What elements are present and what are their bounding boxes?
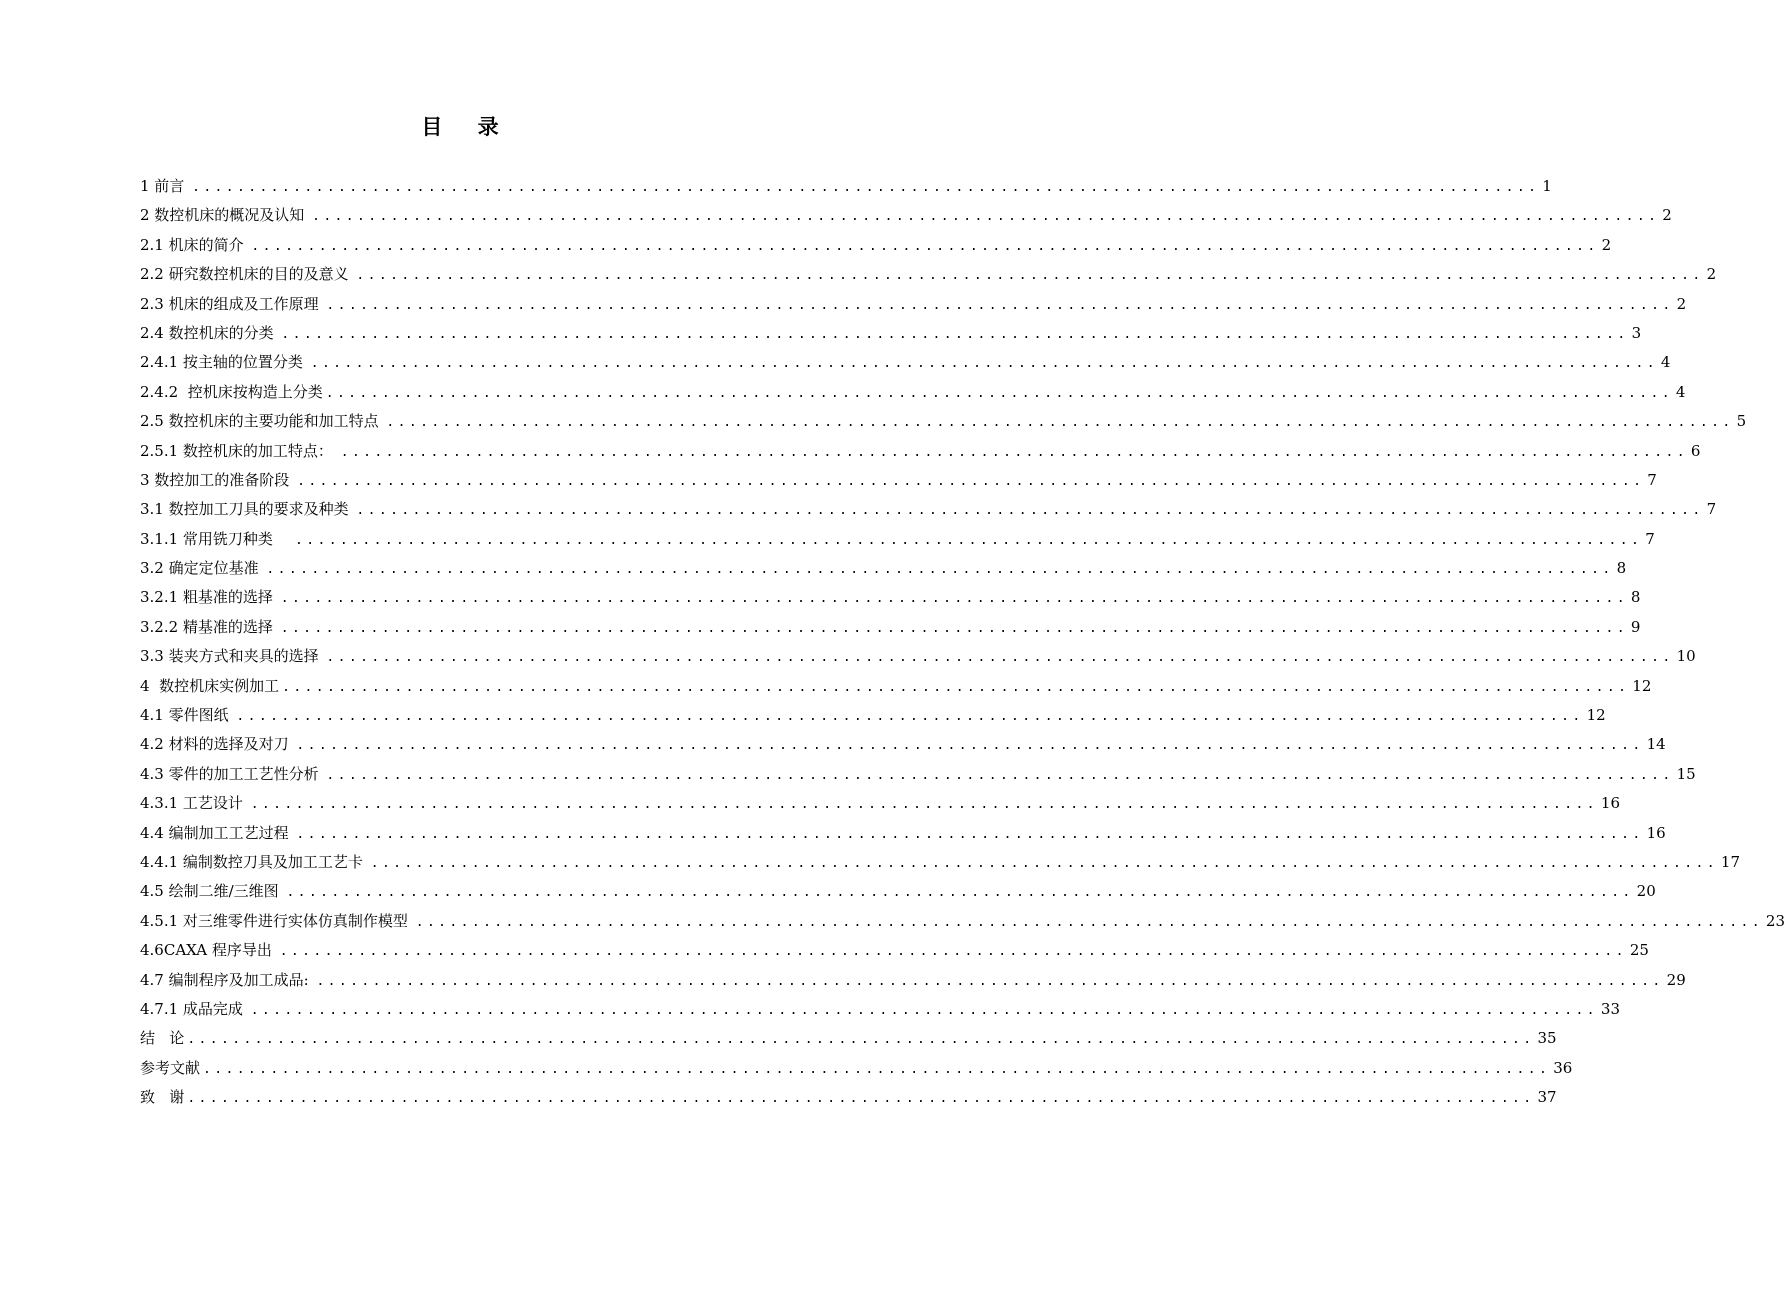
toc-entry-page-number: 20	[1636, 882, 1656, 901]
toc-dot-leader: ........................................................................................................................	[279, 944, 1627, 960]
toc-dot-leader: ........................................................................................................................	[316, 973, 1664, 989]
toc-entry-page-number: 16	[1600, 794, 1620, 813]
toc-entry[interactable]	[140, 466, 1657, 495]
toc-entry-label: 4.5.1 对三维零件进行实体仿真制作模型	[140, 911, 413, 930]
toc-dot-leader: ........................................................................................................................	[203, 1061, 1551, 1077]
toc-dot-leader: ........................................................................................................................	[187, 1032, 1535, 1048]
toc-dot-leader: ........................................................................................................................	[250, 1002, 1598, 1018]
toc-entry-page-number: 1	[1542, 177, 1552, 195]
toc-entry-page-number: 7	[1647, 470, 1657, 489]
toc-entry-page-number: 2	[1706, 265, 1717, 284]
toc-dot-leader: ........................................................................................................................	[297, 473, 1645, 489]
toc-dot-leader: ........................................................................................................................	[310, 356, 1658, 372]
toc-entry-page-number: 5	[1736, 412, 1747, 431]
toc-entry-label: 2.3 机床的组成及工作原理	[140, 294, 324, 313]
toc-entry-label: 4.7 编制程序及加工成品:	[140, 970, 314, 989]
toc-entry-label: 4.7.1 成品完成	[140, 999, 248, 1018]
toc-entry-page-number: 36	[1553, 1058, 1573, 1077]
toc-entry-page-number: 10	[1676, 647, 1696, 666]
toc-dot-leader: ........................................................................................................................	[250, 797, 1598, 813]
toc-entry-page-number: 9	[1630, 617, 1641, 636]
toc-entry-label: 4 数控机床实例加工	[140, 676, 280, 695]
toc-entry-page-number: 7	[1706, 500, 1717, 519]
toc-entry[interactable]	[140, 495, 1717, 524]
toc-entry-label: 4.3.1 工艺设计	[140, 794, 248, 813]
toc-entry[interactable]	[140, 642, 1696, 671]
toc-entry[interactable]	[140, 877, 1656, 906]
toc-entry-label: 3.2 确定定位基准	[140, 559, 264, 578]
toc-entry[interactable]	[140, 319, 1642, 348]
toc-dot-leader: ........................................................................................................................	[266, 562, 1614, 578]
toc-entry[interactable]	[140, 907, 1785, 936]
toc-entry-page-number: 2	[1676, 294, 1687, 313]
toc-entry[interactable]	[140, 1054, 1573, 1083]
toc-entry-label: 4.4.1 编制数控刀具及加工工艺卡	[140, 852, 368, 871]
toc-entry[interactable]	[140, 554, 1627, 583]
toc-dot-leader: ........................................................................................................................	[356, 268, 1704, 284]
toc-entry-label: 2.2 研究数控机床的目的及意义	[140, 265, 354, 284]
toc-dot-leader: ........................................................................................................................	[326, 650, 1674, 666]
toc-dot-leader: ........................................................................................................................	[192, 180, 1540, 195]
toc-entry-label: 2.4.1 按主轴的位置分类	[140, 353, 308, 372]
toc-entry-page-number: 4	[1675, 382, 1686, 401]
toc-entry-page-number: 25	[1629, 941, 1649, 960]
toc-entry[interactable]	[140, 789, 1620, 818]
toc-dot-leader: ........................................................................................................................	[286, 885, 1634, 901]
toc-entry-page-number: 2	[1601, 235, 1612, 254]
toc-entry-page-number: 37	[1537, 1088, 1557, 1107]
toc-entry[interactable]	[140, 525, 1655, 554]
toc-entry-label: 3.2.1 粗基准的选择	[140, 588, 278, 607]
table-of-contents	[140, 172, 1785, 1113]
toc-dot-leader: ........................................................................................................................	[280, 620, 1628, 636]
toc-entry-label: 2.1 机床的简介	[140, 235, 249, 254]
toc-entry[interactable]	[140, 201, 1672, 230]
toc-dot-leader: ........................................................................................................................	[312, 209, 1660, 225]
toc-entry[interactable]	[140, 701, 1606, 730]
toc-dot-leader: ........................................................................................................................	[326, 297, 1674, 313]
toc-entry[interactable]	[140, 583, 1641, 612]
toc-entry-label: 4.4 编制加工工艺过程	[140, 823, 294, 842]
toc-entry-page-number: 6	[1690, 441, 1701, 460]
toc-dot-leader: ........................................................................................................................	[356, 503, 1704, 519]
toc-dot-leader: ........................................................................................................................	[281, 326, 1629, 342]
toc-entry[interactable]	[140, 1083, 1557, 1112]
toc-entry-label: 3 数控加工的准备阶段	[140, 470, 295, 489]
toc-entry-label: 4.3 零件的加工工艺性分析	[140, 764, 324, 783]
toc-entry[interactable]	[140, 995, 1620, 1024]
toc-entry-page-number: 16	[1646, 823, 1666, 842]
toc-entry-label: 2.4.2 控机床按构造上分类	[140, 382, 323, 401]
toc-entry-label: 4.1 零件图纸	[140, 706, 234, 725]
toc-entry[interactable]	[140, 1024, 1557, 1053]
toc-entry-page-number: 23	[1765, 911, 1785, 930]
toc-entry[interactable]	[140, 437, 1701, 466]
toc-entry-page-number: 14	[1646, 735, 1666, 754]
toc-entry-label: 4.2 材料的选择及对刀	[140, 735, 294, 754]
toc-entry-label: 3.2.2 精基准的选择	[140, 617, 278, 636]
toc-dot-leader: ........................................................................................................................	[325, 385, 1673, 401]
toc-entry[interactable]	[140, 966, 1686, 995]
toc-entry-page-number: 4	[1660, 353, 1671, 372]
toc-entry-label: 致 谢	[140, 1088, 185, 1107]
toc-dot-leader: ........................................................................................................................	[340, 444, 1688, 460]
toc-entry[interactable]	[140, 231, 1612, 260]
toc-entry-page-number: 7	[1645, 529, 1655, 548]
toc-entry[interactable]	[140, 672, 1652, 701]
toc-dot-leader: ........................................................................................................................	[386, 415, 1734, 431]
toc-entry-label: 2 数控机床的概况及认知	[140, 206, 310, 225]
toc-entry-label: 4.5 绘制二维/三维图	[140, 882, 284, 901]
toc-dot-leader: ........................................................................................................................	[280, 591, 1628, 607]
toc-entry-page-number: 15	[1676, 764, 1696, 783]
toc-dot-leader: ........................................................................................................................	[251, 238, 1599, 254]
toc-entry-label: 参考文献	[140, 1058, 201, 1077]
toc-entry[interactable]	[140, 290, 1687, 319]
toc-entry[interactable]	[140, 378, 1686, 407]
toc-entry-page-number: 33	[1600, 999, 1620, 1018]
toc-entry-label: 3.3 装夹方式和夹具的选择	[140, 647, 324, 666]
toc-dot-leader: ........................................................................................................................	[326, 767, 1674, 783]
toc-entry-label: 1 前言	[140, 177, 190, 195]
toc-entry-label: 3.1 数控加工刀具的要求及种类	[140, 500, 354, 519]
toc-entry[interactable]	[140, 760, 1696, 789]
toc-entry-label: 3.1.1 常用铣刀种类	[140, 529, 293, 548]
toc-entry-label: 结 论	[140, 1029, 185, 1048]
toc-entry-page-number: 2	[1662, 206, 1672, 225]
toc-dot-leader: ........................................................................................................................	[282, 679, 1630, 695]
toc-dot-leader: ........................................................................................................................	[415, 914, 1763, 930]
toc-entry[interactable]	[140, 848, 1741, 877]
toc-entry-label: 4.6CAXA 程序导出	[140, 941, 277, 960]
toc-entry-page-number: 3	[1631, 323, 1642, 342]
toc-entry-page-number: 8	[1616, 559, 1627, 578]
toc-entry-page-number: 17	[1720, 852, 1741, 871]
toc-dot-leader: ........................................................................................................................	[295, 532, 1643, 548]
toc-entry-label: 2.5.1 数控机床的加工特点：	[140, 441, 338, 460]
toc-dot-leader: ........................................................................................................................	[296, 738, 1644, 754]
toc-entry-page-number: 12	[1632, 676, 1652, 695]
toc-entry[interactable]	[140, 172, 1552, 201]
toc-entry[interactable]	[140, 613, 1641, 642]
toc-entry-page-number: 29	[1666, 970, 1686, 989]
toc-entry-page-number: 12	[1586, 706, 1606, 725]
toc-entry[interactable]	[140, 348, 1671, 377]
toc-entry-label: 2.4 数控机床的分类	[140, 323, 279, 342]
toc-dot-leader: ........................................................................................................................	[236, 709, 1584, 725]
toc-dot-leader: ........................................................................................................................	[296, 826, 1644, 842]
toc-entry-label: 2.5 数控机床的主要功能和加工特点	[140, 412, 384, 431]
toc-entry[interactable]	[140, 407, 1747, 436]
toc-entry-page-number: 35	[1537, 1029, 1557, 1048]
toc-entry[interactable]	[140, 819, 1666, 848]
toc-entry[interactable]	[140, 260, 1717, 289]
toc-entry[interactable]	[140, 730, 1666, 759]
page-title: 目 录	[421, 114, 513, 139]
toc-entry[interactable]	[140, 936, 1649, 965]
toc-entry-page-number: 8	[1630, 588, 1641, 607]
toc-dot-leader: ........................................................................................................................	[187, 1091, 1535, 1107]
toc-dot-leader: ........................................................................................................................	[370, 855, 1718, 871]
